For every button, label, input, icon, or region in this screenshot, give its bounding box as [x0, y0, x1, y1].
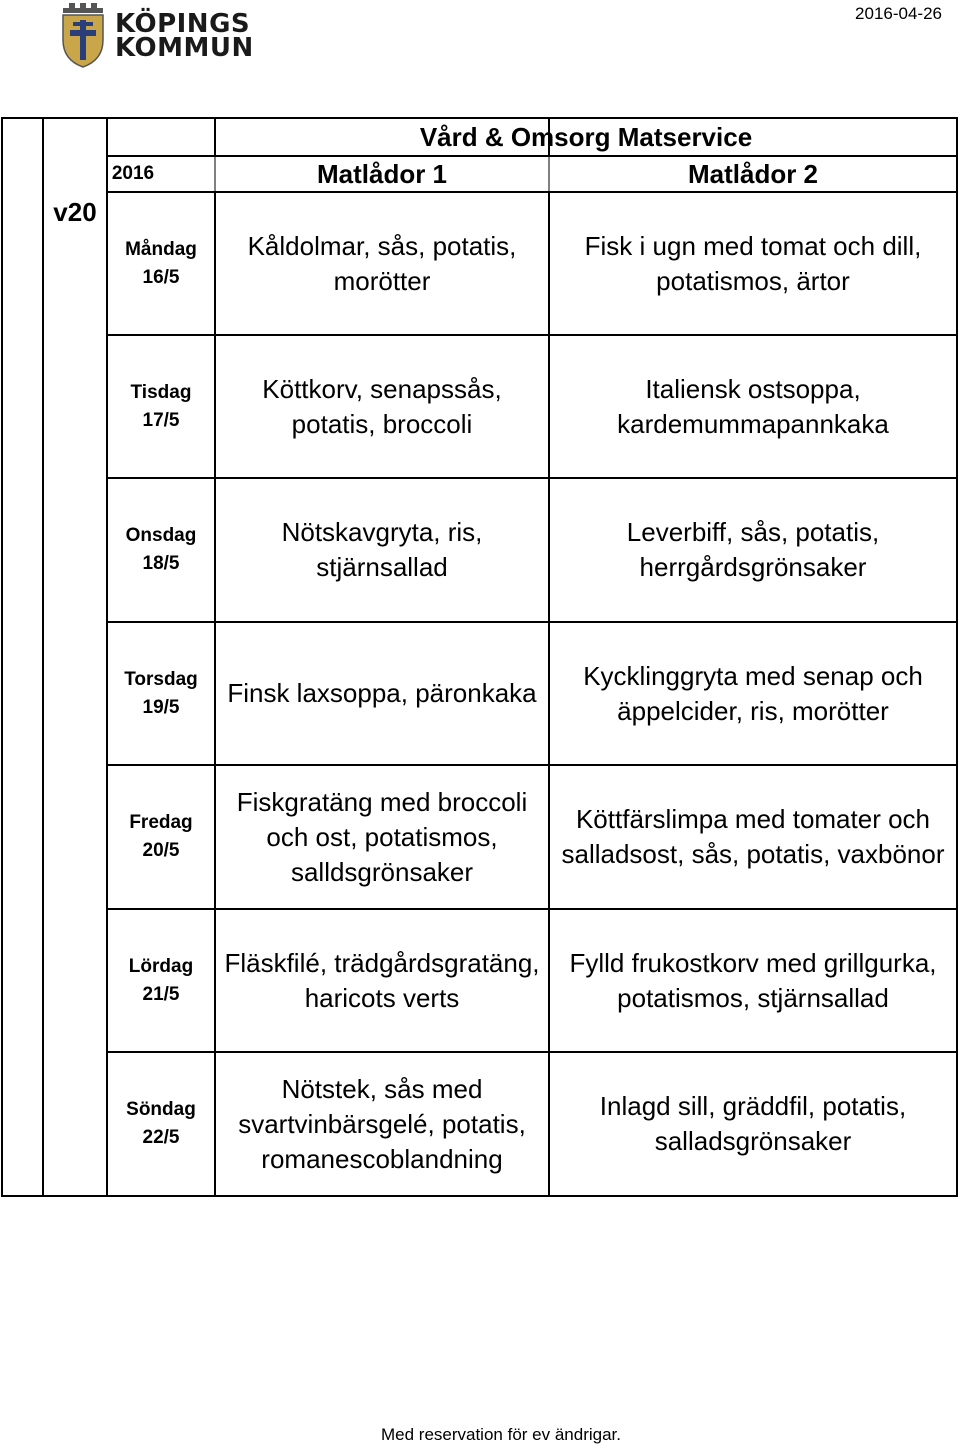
meal-2: Köttfärslimpa med tomater och salladsost, sås, potatis, vaxbönor: [561, 804, 945, 869]
day-date: 17/5: [142, 409, 180, 431]
document-date: 2016-04-26: [855, 4, 942, 23]
meal-2: Leverbiff, sås, potatis, herrgårdsgrönsaker: [626, 517, 880, 582]
day-name: Söndag: [126, 1099, 196, 1120]
day-date: 16/5: [142, 266, 180, 288]
footer-note: Med reservation för ev ändrigar.: [380, 1425, 621, 1444]
table-row-day: [107, 478, 215, 622]
year-label: 2016: [111, 163, 155, 184]
meal-2: Fisk i ugn med tomat och dill, potatismos, ärtor: [584, 230, 922, 296]
day-date: 18/5: [142, 553, 180, 574]
meal-1: Fiskgratäng med broccoli och ost, potatismos, salldsgrönsaker: [236, 786, 528, 887]
meal-1: Nötstek, sås med svartvinbärsgelé, potatis, romanescoblandning: [238, 1073, 526, 1174]
meal-1: Fläskfilé, trädgårdsgratäng, haricots verts: [224, 947, 540, 1013]
meal-1: Finsk laxsoppa, päronkaka: [227, 678, 537, 708]
meal-1: Nötskavgryta, ris, stjärnsallad: [281, 517, 483, 582]
day-date: 22/5: [142, 1127, 180, 1148]
table-row-day: [107, 622, 215, 765]
table-row-day: [107, 192, 215, 335]
table-row-day: [107, 909, 215, 1052]
day-name: Tisdag: [130, 381, 192, 403]
meal-2: Fylld frukostkorv med grillgurka, potatismos, stjärnsallad: [569, 947, 937, 1013]
table-row-day: [107, 765, 215, 909]
table-row-day: [107, 335, 215, 478]
logo-text-line1: KÖPINGS: [115, 9, 251, 39]
day-date: 19/5: [142, 696, 180, 718]
day-name: Lördag: [128, 955, 194, 977]
day-name: Fredag: [129, 812, 193, 833]
column-header-matlador-2: Matlådor 2: [687, 158, 819, 189]
meal-1: Kåldolmar, sås, potatis, morötter: [247, 230, 517, 296]
day-name: Måndag: [125, 238, 197, 260]
week-number: v20: [53, 196, 97, 227]
day-name: Torsdag: [124, 668, 198, 690]
logo-text-line2: KOMMUN: [115, 33, 254, 63]
table-title: Vård & Omsorg Matservice: [419, 121, 753, 152]
day-date: 21/5: [142, 983, 180, 1005]
meal-2: Inlagd sill, gräddfil, potatis, salladsgrönsaker: [599, 1091, 907, 1156]
table-row-day: [107, 1052, 215, 1196]
column-header-matlador-1: Matlådor 1: [316, 158, 448, 189]
meal-2: Italiensk ostsoppa, kardemummapannkaka: [617, 373, 889, 439]
day-name: Onsdag: [125, 525, 197, 546]
meal-1: Köttkorv, senapssås, potatis, broccoli: [262, 373, 502, 439]
meal-2: Kycklinggryta med senap och äppelcider, ris, morötter: [583, 660, 923, 726]
day-date: 20/5: [142, 840, 180, 861]
